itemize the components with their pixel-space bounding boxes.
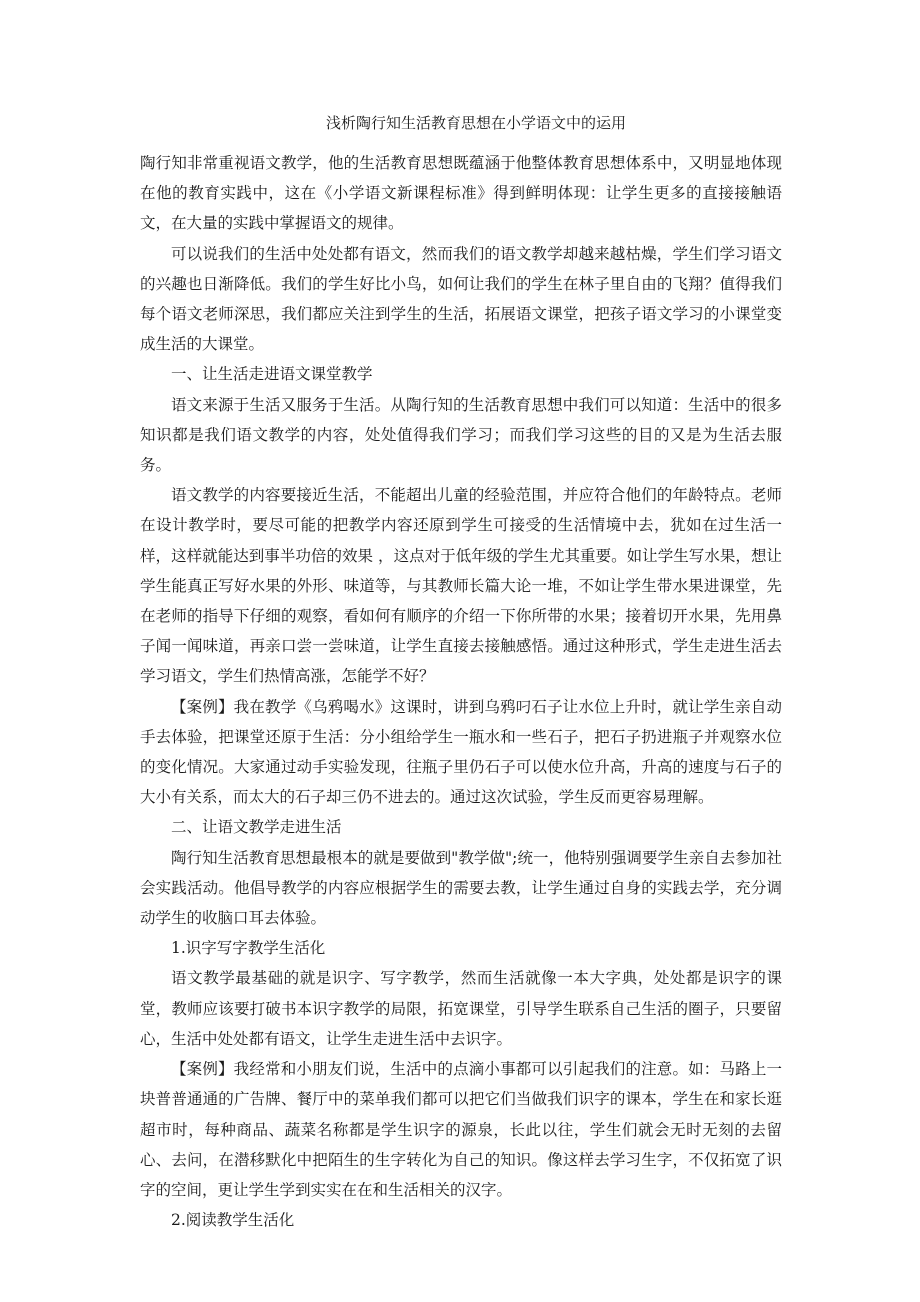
paragraph-case-crow: 【案例】我在教学《乌鸦喝水》这课时，讲到乌鸦叼石子让水位上升时，就让学生亲自动手去体验，把课堂还原于生活：分小组给学生一瓶水和一些石子，把石子扔进瓶子并观察水位的变化情况。大家通过动手实验发现，往瓶子里仍石子可以使水位升高，升高的速度与石子的大小有关系，而太大的石子却三仍不进去的。通过这次试验，学生反而更容易理解。	[140, 697, 782, 807]
paragraph-teaching-content: 语文教学的内容要接近生活，不能超出儿童的经验范围，并应符合他们的年龄特点。老师在设计教学时，要尽可能的把教学内容还原到学生可接受的生活情境中去，犹如在过生活一样，这样就能达到事半功倍的效果 ，这点对于低年级的学生尤其重要。如让学生写水果，想让学生能真正写好水果的外形、味道等，与其教师长篇大论一堆，不如让学生带水果进课堂，先在老师的指导下仔细的观察，看如何有顺序的介绍一下你所带的水果；接着切开水果，先用鼻子闻一闻味道，再亲口尝一尝味道，让学生直接去接触感悟。通过这种形式，学生走进生活去学习语文，学生们热情高涨，怎能学不好？	[140, 486, 782, 686]
paragraph-life-and-chinese: 可以说我们的生活中处处都有语文，然而我们的语文教学却越来越枯燥，学生们学习语文的兴趣也日渐降低。我们的学生好比小鸟，如何让我们的学生在林子里自由的飞翔？值得我们每个语文老师深思，我们都应关注到学生的生活，拓展语文课堂，把孩子语文学习的小课堂变成生活的大课堂。	[140, 244, 782, 354]
paragraph-source-of-life: 语文来源于生活又服务于生活。从陶行知的生活教育思想中我们可以知道：生活中的很多知识都是我们语文教学的内容，处处值得我们学习；而我们学习这些的目的又是为生活去服务。	[140, 395, 782, 475]
paragraph-teach-learn-do: 陶行知生活教育思想最根本的就是要做到"教学做";统一，他特别强调要学生亲自去参加社会实践活动。他倡导教学的内容应根据学生的需要去教，让学生通过自身的实践去学，充分调动学生的收脑口耳去体验。	[140, 848, 782, 928]
section-heading-2: 二、让语文教学走进生活	[171, 818, 342, 837]
document-title: 浅析陶行知生活教育思想在小学语文中的运用	[325, 114, 626, 132]
section-heading-1: 一、让生活走进语文课堂教学	[171, 365, 373, 384]
document-page	[140, 112, 782, 1235]
paragraph-intro: 陶行知非常重视语文教学，他的生活教育思想既蕴涵于他整体教育思想体系中，又明显地体现在他的教育实践中，这在《小学语文新课程标准》得到鲜明体现：让学生更多的直接接触语文，在大量的实践中掌握语文的规律。	[140, 154, 782, 233]
paragraph-literacy: 语文教学最基础的就是识字、写字教学，然而生活就像一本大字典，处处都是识字的课堂，教师应该要打破书本识字教学的局限，拓宽课堂，引导学生联系自己生活的圈子，只要留心，生活中处处都有语文，让学生走进生活中去识字。	[140, 969, 782, 1048]
subsection-heading-2: 2.阅读教学生活化	[171, 1211, 295, 1230]
paragraph-case-literacy: 【案例】我经常和小朋友们说，生活中的点滴小事都可以引起我们的注意。如：马路上一块普普通通的广告牌、餐厅中的菜单我们都可以把它们当做我们识字的课本，学生在和家长逛超市时，每种商品、蔬菜名称都是学生识字的源泉，长此以往，学生们就会无时无刻的去留心、去问，在潜移默化中把陌生的生字转化为自己的知识。像这样去学习生字，不仅拓宽了识字的空间，更让学生学到实实在在和生活相关的汉字。	[140, 1060, 782, 1199]
subsection-heading-1: 1.识字写字教学生活化	[171, 939, 326, 958]
